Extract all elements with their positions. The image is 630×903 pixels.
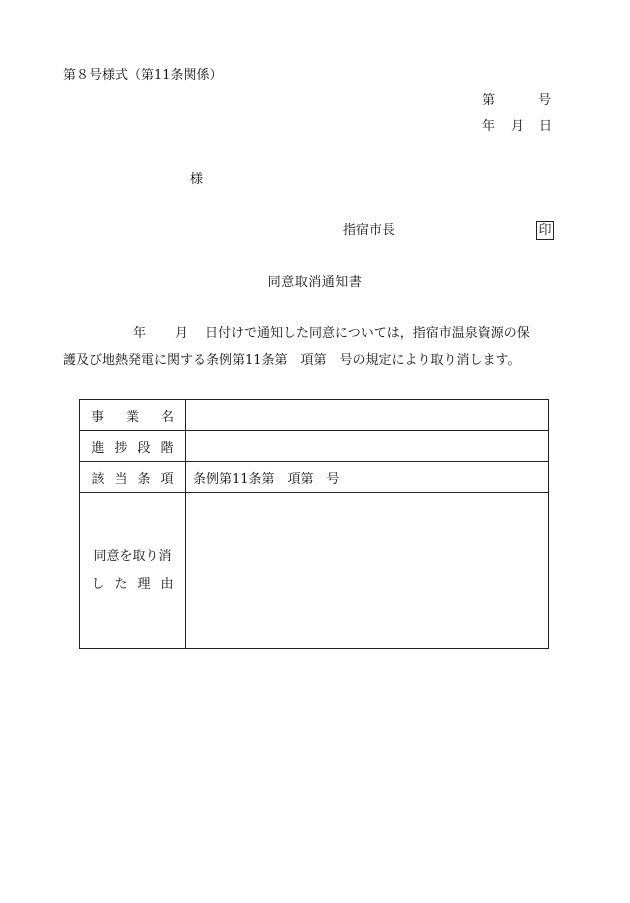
- revocation-reason-label: [80, 493, 186, 649]
- body-year: 年: [133, 326, 147, 341]
- document-title: 同意取消通知書: [267, 275, 363, 290]
- table-row: [80, 462, 549, 493]
- number-suffix: 号: [538, 93, 552, 108]
- date-year: 年: [482, 119, 496, 134]
- table-row: [80, 431, 549, 462]
- body-text-1: 日付けで通知した同意については，指宿市温泉資源の保: [205, 326, 530, 341]
- addressee-suffix: 様: [190, 172, 204, 187]
- revocation-reason-value[interactable]: [186, 493, 549, 649]
- date-day: 日: [539, 119, 553, 134]
- applicable-clause-label: 該当条項: [80, 462, 186, 493]
- project-name-label: 事業名: [80, 400, 186, 431]
- project-name-value[interactable]: [186, 400, 549, 431]
- body-month: 月: [175, 326, 189, 341]
- body-line-1: [63, 326, 553, 342]
- date-month: 月: [511, 119, 525, 134]
- applicable-clause-value[interactable]: 条例第11条第 項第 号: [186, 462, 549, 493]
- progress-stage-label: 進捗段階: [80, 431, 186, 462]
- details-table: [79, 399, 549, 649]
- table-row: [80, 493, 549, 649]
- number-prefix: 第: [482, 93, 496, 108]
- seal-stamp: 印: [536, 221, 554, 240]
- form-number: 第８号様式（第11条関係）: [63, 68, 223, 83]
- reason-label-line-1: 同意を取り消: [93, 548, 172, 564]
- body-line-2: 護及び地熱発電に関する条例第11条第 項第 号の規定により取り消します。: [63, 353, 521, 368]
- reason-label-line-2: した理由: [91, 576, 184, 592]
- table-row: [80, 400, 549, 431]
- issuer-title: 指宿市長: [343, 223, 396, 238]
- progress-stage-value[interactable]: [186, 431, 549, 462]
